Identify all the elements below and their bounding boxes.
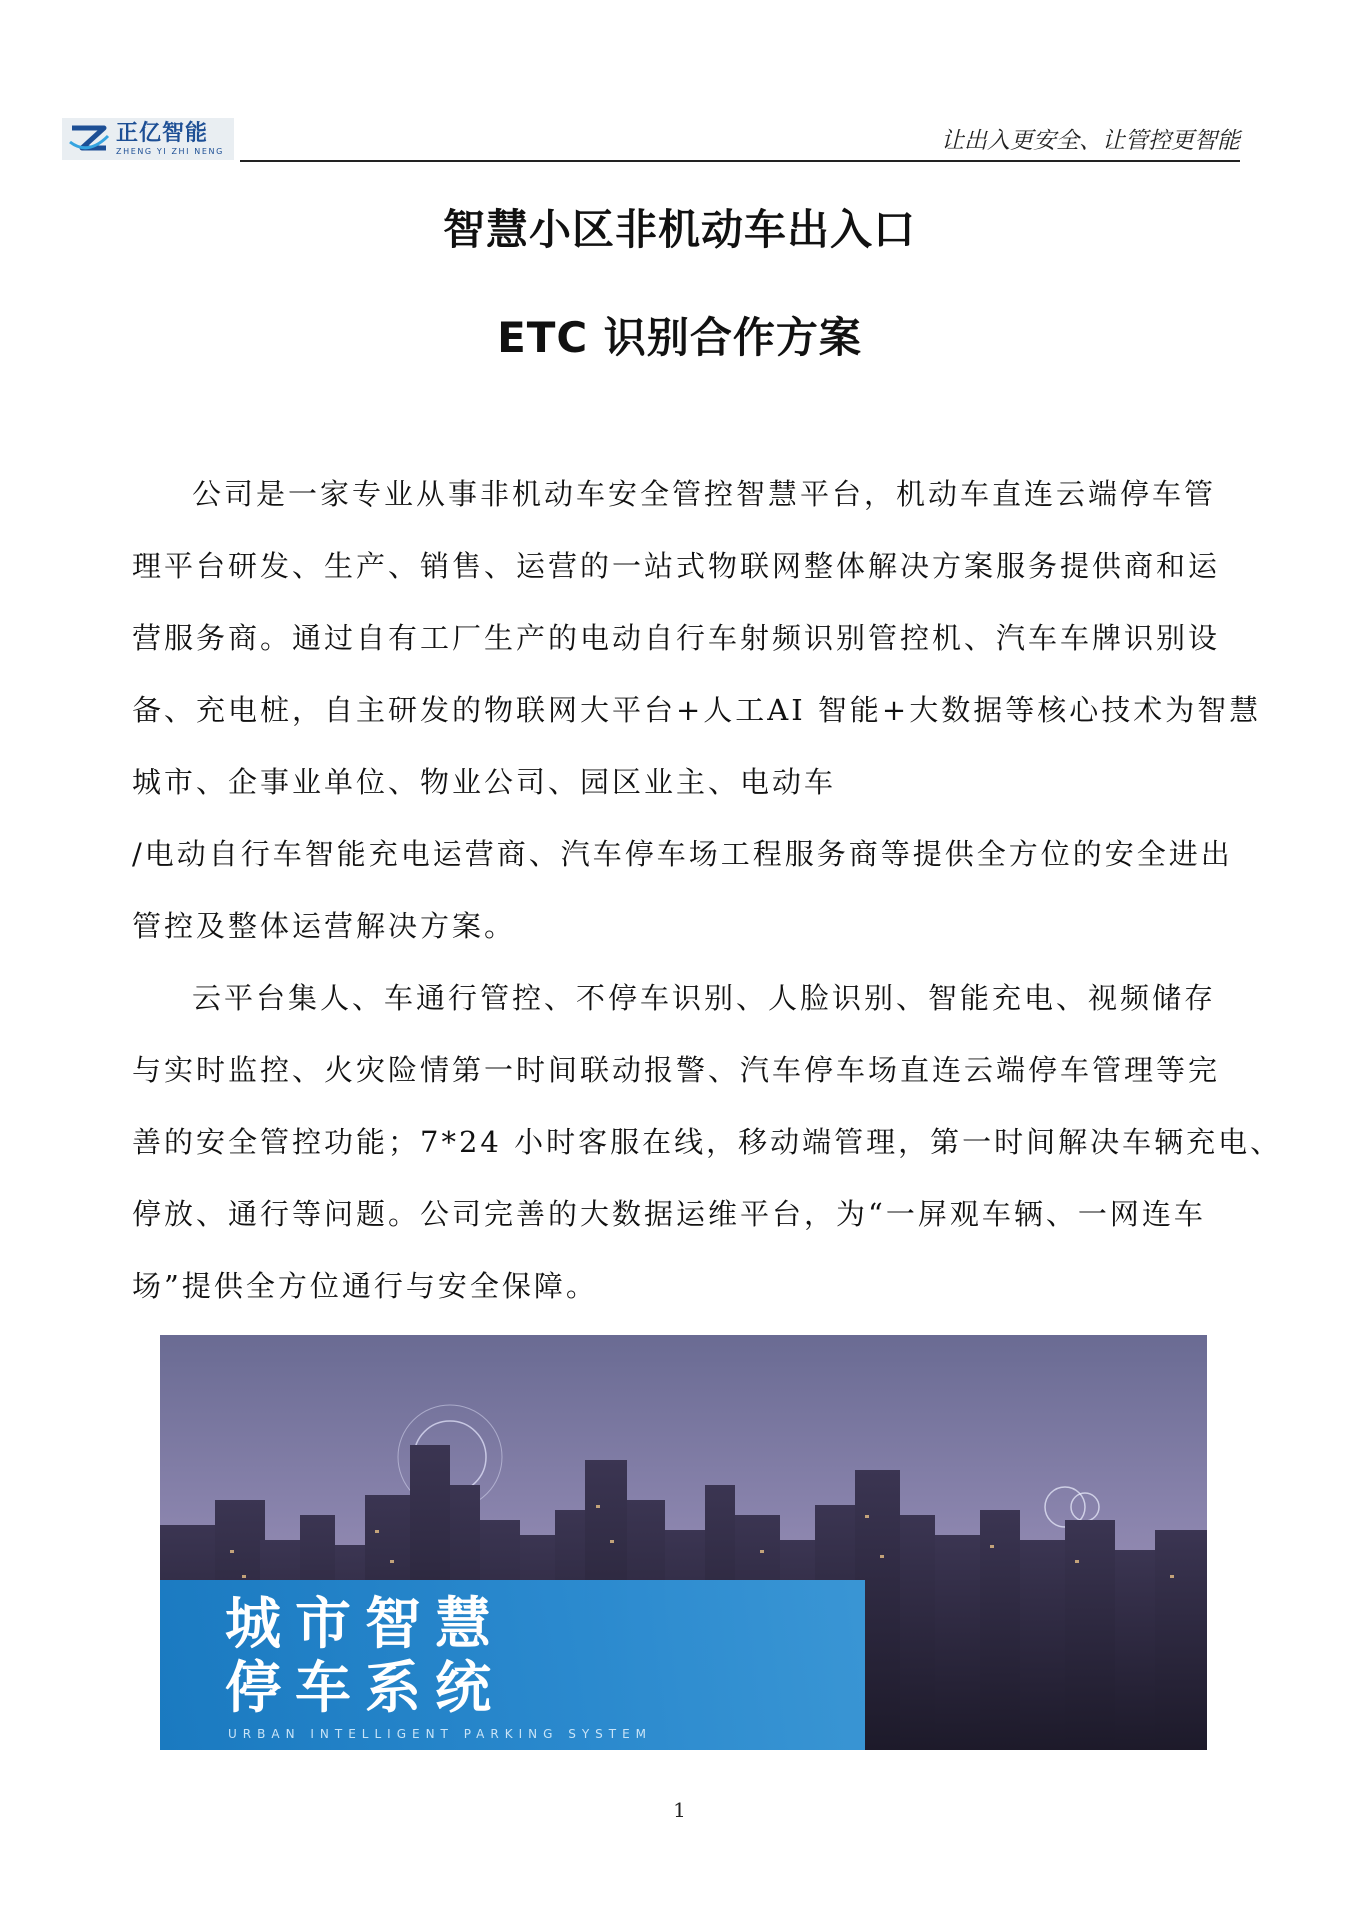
hero-title-line-2: 停车系统 xyxy=(225,1656,505,1721)
paragraph-line: 管控及整体运营解决方案。 xyxy=(132,909,517,943)
paragraph-line: 与实时监控、火灾险情第一时间联动报警、汽车停车场直连云端停车管理等完 xyxy=(132,1053,1221,1087)
hero-subtitle: URBAN INTELLIGENT PARKING SYSTEM xyxy=(228,1727,653,1741)
hero-title-line-1: 城市智慧 xyxy=(225,1592,505,1657)
header-divider xyxy=(240,160,1240,162)
logo-chinese-text: 正亿智能 xyxy=(116,120,209,146)
paragraph-line: 善的安全管控功能；7*24 小时客服在线，移动端管理，第一时间解决车辆充电、 xyxy=(132,1125,1283,1159)
logo-english-text: ZHENG YI ZHI NENG xyxy=(116,146,224,156)
platform-features-paragraph xyxy=(132,962,1283,1322)
company-intro-paragraph xyxy=(132,458,1262,962)
paragraph-line: 场”提供全方位通行与安全保障。 xyxy=(132,1269,598,1303)
paragraph-line: 停放、通行等问题。公司完善的大数据运维平台，为“一屏观车辆、一网连车 xyxy=(132,1197,1206,1231)
paragraph-line: 营服务商。通过自有工厂生产的电动自行车射频识别管控机、汽车车牌识别设 xyxy=(132,621,1221,655)
paragraph-line: 云平台集人、车通行管控、不停车识别、人脸识别、智能充电、视频储存 xyxy=(192,981,1217,1015)
paragraph-line: /电动自行车智能充电运营商、汽车停车场工程服务商等提供全方位的安全进出 xyxy=(132,837,1233,871)
smart-parking-hero-image xyxy=(160,1335,1207,1750)
document-title-line-2: ETC 识别合作方案 xyxy=(497,313,862,362)
paragraph-line: 公司是一家专业从事非机动车安全管控智慧平台，机动车直连云端停车管 xyxy=(192,477,1217,511)
header-slogan: 让出入更安全、让管控更智能 xyxy=(941,128,1240,154)
logo-z-icon xyxy=(68,122,110,156)
paragraph-line: 备、充电桩，自主研发的物联网大平台+人工AI 智能+大数据等核心技术为智慧 xyxy=(132,693,1262,727)
page-number: 1 xyxy=(673,1798,686,1822)
paragraph-line: 城市、企事业单位、物业公司、园区业主、电动车 xyxy=(132,765,837,799)
document-title-line-1: 智慧小区非机动车出入口 xyxy=(442,205,916,254)
company-logo xyxy=(62,118,234,160)
paragraph-line: 理平台研发、生产、销售、运营的一站式物联网整体解决方案服务提供商和运 xyxy=(132,549,1221,583)
